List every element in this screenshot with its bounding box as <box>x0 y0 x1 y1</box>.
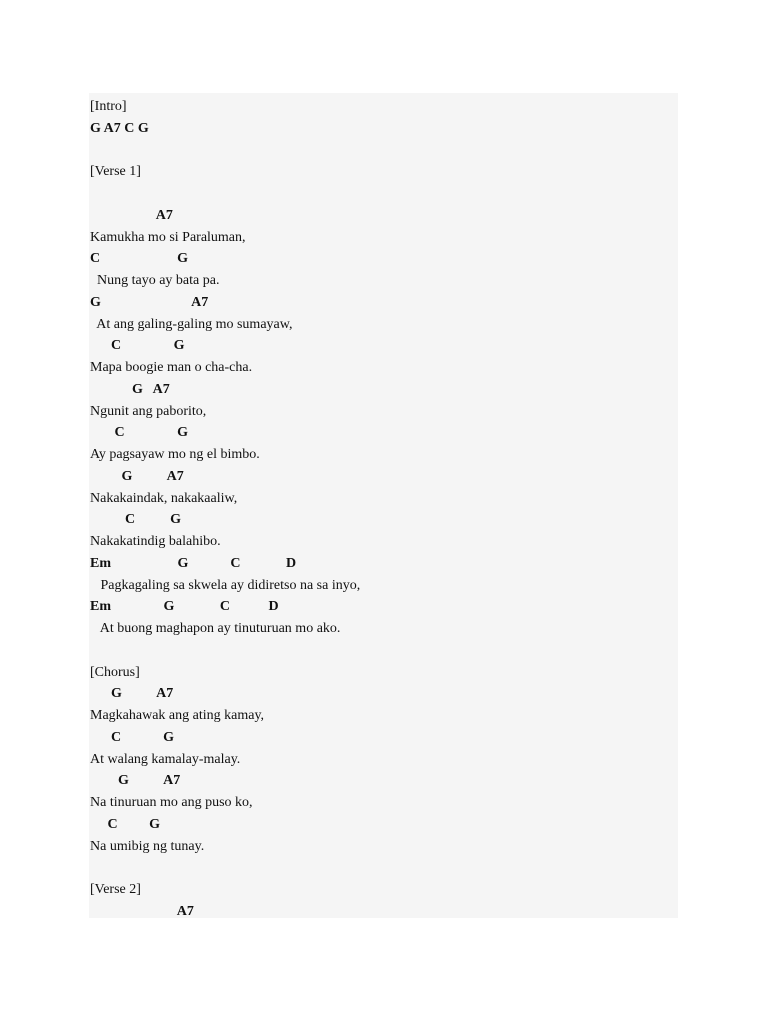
chord-line: G A7 <box>90 686 174 702</box>
section-heading: [Verse 1] <box>90 164 141 180</box>
chord-line: C G <box>90 512 181 528</box>
chord-line: G A7 <box>90 381 170 397</box>
chord-line: Em G C D <box>90 555 297 571</box>
lyric-line: Pagkagaling sa skwela ay didiretso na sa inyo, <box>90 577 361 593</box>
lyric-line: Na tinuruan mo ang puso ko, <box>90 795 253 810</box>
chord-line: G A7 <box>90 773 181 789</box>
chord-sheet <box>89 93 678 918</box>
section-heading: [Chorus] <box>90 664 140 680</box>
chord-line: G A7 <box>90 294 209 310</box>
lyric-line: Mapa boogie man o cha-cha. <box>90 360 253 375</box>
chord-line: G A7 <box>90 468 184 484</box>
chord-line: C G <box>90 729 174 745</box>
chord-line: C G <box>90 338 185 354</box>
chord-line: C G <box>90 816 160 832</box>
lyric-line: Magkahawak ang ating kamay, <box>90 708 265 723</box>
lyric-line: Ngunit ang paborito, <box>90 403 207 419</box>
chord-line: A7 <box>90 903 194 918</box>
lyric-line: At buong maghapon ay tinuturuan mo ako. <box>90 621 341 636</box>
lyric-line: At walang kamalay-malay. <box>90 751 241 767</box>
lyric-line: Ay pagsayaw mo ng el bimbo. <box>90 447 260 462</box>
lyric-line: Kamukha mo si Paraluman, <box>90 229 246 245</box>
chord-line: G A7 C G <box>90 120 149 136</box>
chord-line: C G <box>90 425 188 441</box>
lyric-line: At ang galing-galing mo sumayaw, <box>90 316 293 332</box>
lyric-line: Nung tayo ay bata pa. <box>90 273 220 288</box>
chord-line: C G <box>90 251 188 267</box>
section-heading: [Intro] <box>90 99 127 114</box>
lyric-line: Na umibig ng tunay. <box>90 838 205 854</box>
chord-line: A7 <box>90 207 173 223</box>
lyric-line: Nakakatindig balahibo. <box>90 534 221 549</box>
section-heading: [Verse 2] <box>90 882 141 897</box>
lyric-line: Nakakaindak, nakakaaliw, <box>90 490 238 506</box>
chord-line: Em G C D <box>90 599 279 615</box>
